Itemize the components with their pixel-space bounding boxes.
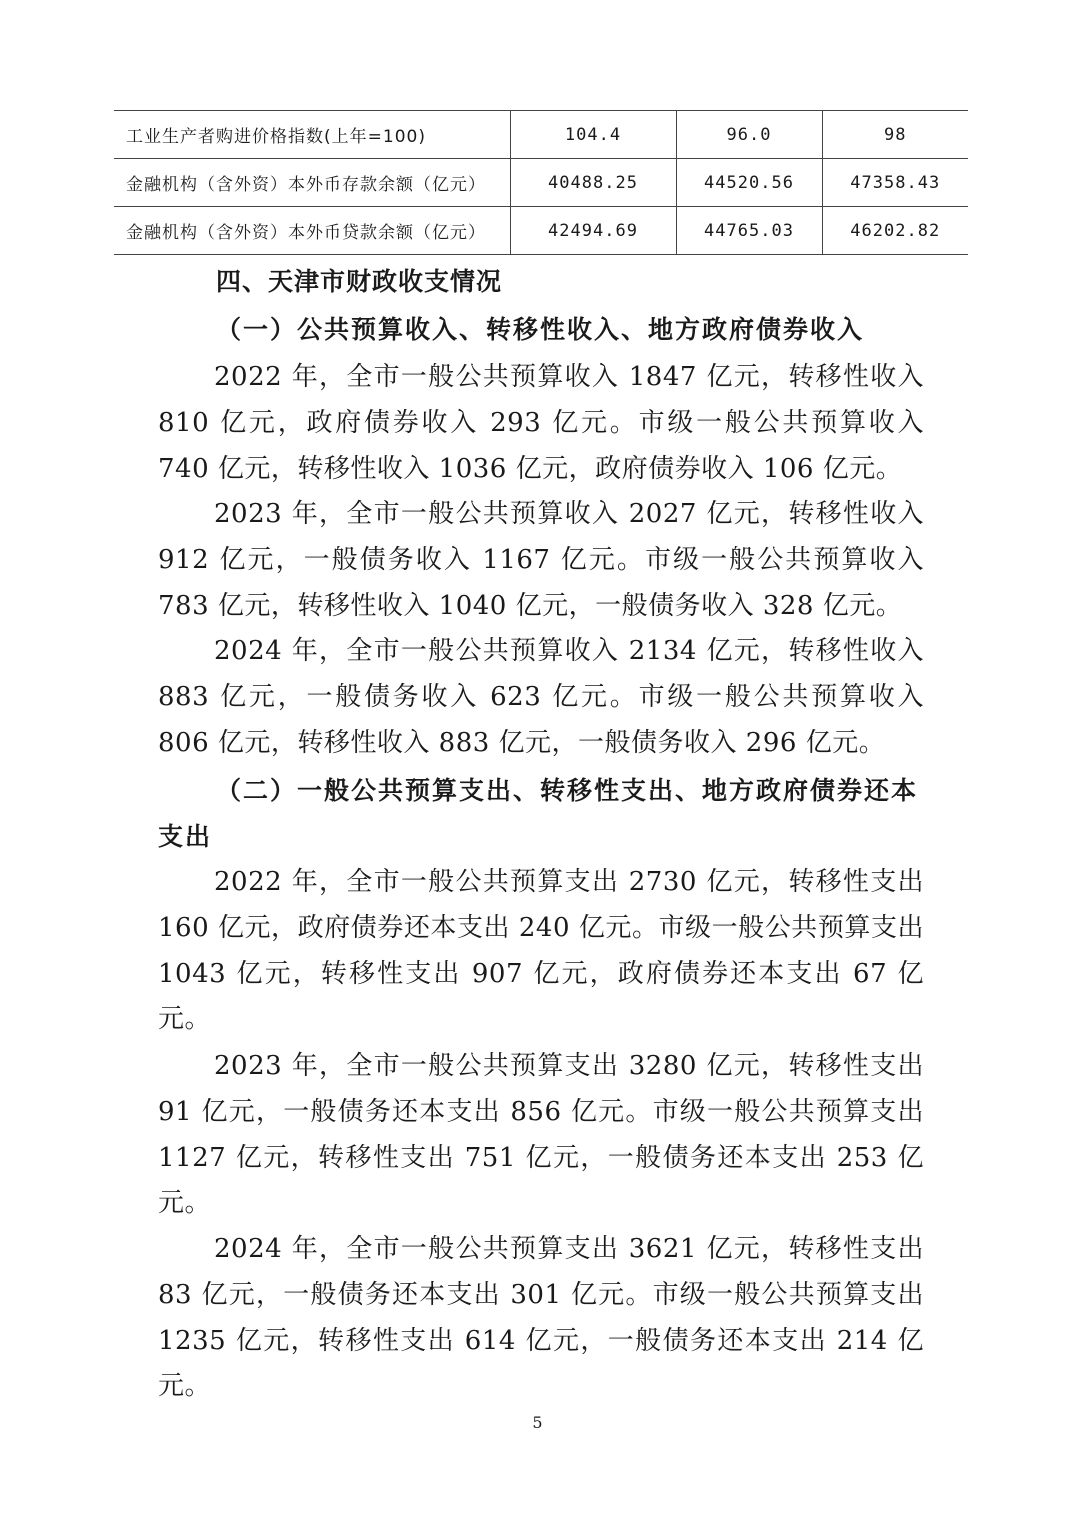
cell-value: 40488.25 xyxy=(510,159,676,207)
cell-value: 46202.82 xyxy=(822,207,968,255)
paragraph-expenditure-2022: 2022 年，全市一般公共预算支出 2730 亿元，转移性支出 160 亿元，政府债券还本支出 240 亿元。市级一般公共预算支出 1043 亿元，转移性支出 907 亿元，政府债券还本支出 67 亿元。 xyxy=(158,867,924,1035)
cell-value: 98 xyxy=(822,111,968,159)
paragraph-expenditure-2023: 2023 年，全市一般公共预算支出 3280 亿元，转移性支出 91 亿元，一般债务还本支出 856 亿元。市级一般公共预算支出 1127 亿元，转移性支出 751 亿元，一般债务还本支出 253 亿元。 xyxy=(158,1051,924,1219)
cell-value: 44520.56 xyxy=(676,159,822,207)
paragraph-revenue-2024: 2024 年，全市一般公共预算收入 2134 亿元，转移性收入 883 亿元，一般债务收入 623 亿元。市级一般公共预算收入 806 亿元，转移性收入 883 亿元，一般债务收入 296 亿元。 xyxy=(158,636,924,758)
page-number: 5 xyxy=(532,1413,543,1432)
cell-value: 104.4 xyxy=(510,111,676,159)
cell-value: 96.0 xyxy=(676,111,822,159)
subsection-heading-revenue: （一）公共预算收入、转移性收入、地方政府债券收入 xyxy=(216,315,865,344)
row-label: 工业生产者购进价格指数(上年=100) xyxy=(114,111,510,159)
paragraph-revenue-2022: 2022 年，全市一般公共预算收入 1847 亿元，转移性收入 810 亿元，政府债券收入 293 亿元。市级一般公共预算收入 740 亿元，转移性收入 1036 亿元，政府债券收入 106 亿元。 xyxy=(158,362,924,484)
subsection-heading-expenditure-text: （二）一般公共预算支出、转移性支出、地方政府债券还本支出 xyxy=(158,776,919,851)
table-row xyxy=(114,207,968,255)
subsection-heading-expenditure xyxy=(158,768,928,860)
cell-value: 44765.03 xyxy=(676,207,822,255)
table-row xyxy=(114,159,968,207)
statistics-table xyxy=(114,110,968,255)
table-row xyxy=(114,111,968,159)
cell-value: 42494.69 xyxy=(510,207,676,255)
row-label: 金融机构（含外资）本外币贷款余额（亿元） xyxy=(114,207,510,255)
row-label: 金融机构（含外资）本外币存款余额（亿元） xyxy=(114,159,510,207)
section-heading: 四、天津市财政收支情况 xyxy=(216,267,503,296)
cell-value: 47358.43 xyxy=(822,159,968,207)
paragraph-expenditure-2024: 2024 年，全市一般公共预算支出 3621 亿元，转移性支出 83 亿元，一般债务还本支出 301 亿元。市级一般公共预算支出 1235 亿元，转移性支出 614 亿元，一般债务还本支出 214 亿元。 xyxy=(158,1234,924,1402)
paragraph-revenue-2023: 2023 年，全市一般公共预算收入 2027 亿元，转移性收入 912 亿元，一般债务收入 1167 亿元。市级一般公共预算收入 783 亿元，转移性收入 1040 亿元，一般债务收入 328 亿元。 xyxy=(158,499,924,621)
